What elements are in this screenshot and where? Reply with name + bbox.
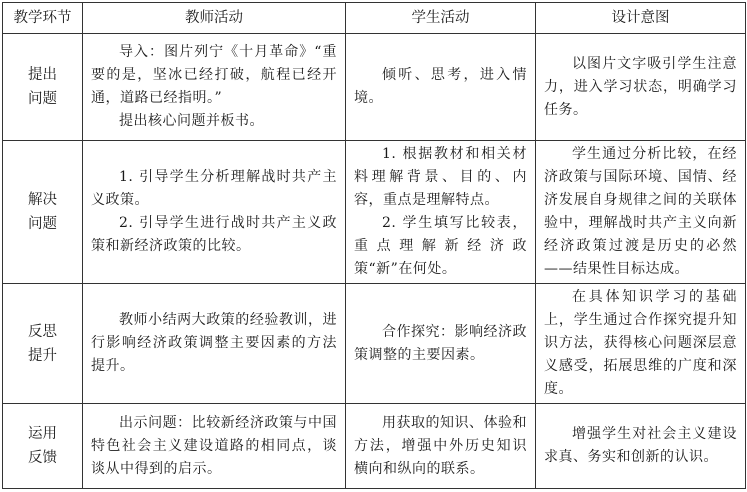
- lesson-plan: [2, 2, 746, 489]
- intent-cell: [536, 34, 746, 141]
- teacher-cell: [83, 141, 346, 284]
- header-stage: 教学环节: [3, 3, 83, 34]
- intent-cell: [536, 284, 746, 404]
- header-teacher: 教师活动: [83, 3, 346, 34]
- teacher-text: 提出核心问题并板书。: [119, 113, 264, 129]
- student-text: 合作探究：影响经济政策调整的主要因素。: [354, 323, 527, 363]
- intent-text: 以图片文字吸引学生注意力，进入学习状态，明确学习任务。: [544, 55, 737, 118]
- header-intent: 设计意图: [536, 3, 746, 34]
- teacher-cell: [83, 284, 346, 404]
- stage-label: 问题: [28, 91, 57, 107]
- student-cell: [346, 34, 536, 141]
- intent-text: 增强学生对社会主义建设求真、务实和创新的认识。: [544, 426, 737, 465]
- lesson-table: [2, 2, 746, 489]
- teacher-text: 2. 引导学生进行战时共产主义政策和新经济政策的比较。: [91, 215, 337, 254]
- student-text: 1. 根据教材和相关材料理解背景、目的、内容，重点是理解特点。: [354, 146, 527, 208]
- table-row: [3, 284, 746, 404]
- student-text: 2. 学生填写比较表，重点理解新经济政策“新”在何处。: [354, 215, 527, 277]
- stage-label: 提出: [28, 67, 57, 83]
- stage-label: 提升: [28, 347, 57, 364]
- stage-cell: [3, 141, 83, 284]
- teacher-cell: [83, 34, 346, 141]
- header-row: [3, 3, 746, 34]
- teacher-text: 导入：图片列宁《十月革命》“重要的是，坚冰已经打破，航程已经开通，道路已经指明。”: [91, 44, 337, 106]
- stage-label: 反馈: [28, 450, 57, 466]
- stage-cell: [3, 34, 83, 141]
- intent-cell: [536, 141, 746, 284]
- student-cell: [346, 404, 536, 489]
- student-cell: [346, 141, 536, 284]
- student-cell: [346, 284, 536, 404]
- stage-cell: [3, 284, 83, 404]
- intent-text: 在具体知识学习的基础上，学生通过合作探究提升知识方法，获得核心问题深层意义感受，拓展思维的广度和深度。: [544, 289, 737, 397]
- teacher-text: 出示问题：比较新经济政策与中国特色社会主义建设道路的相同点，谈谈从中得到的启示。: [91, 414, 337, 477]
- intent-text: 学生通过分析比较，在经济政策与国际环境、国情、经济发展自身规律之间的关联体验中，理解战时共产主义向新经济政策过渡是历史的必然——结果性目标达成。: [544, 146, 737, 277]
- stage-label: 反思: [28, 323, 57, 340]
- teacher-cell: [83, 404, 346, 489]
- header-student: 学生活动: [346, 3, 536, 34]
- teacher-text: 1. 引导学生分析理解战时共产主义政策。: [91, 169, 337, 208]
- table-row: [3, 34, 746, 141]
- intent-cell: [536, 404, 746, 489]
- student-text: 倾听、思考，进入情境。: [354, 67, 527, 106]
- stage-label: 运用: [28, 426, 57, 442]
- teacher-text: 教师小结两大政策的经验教训，进行影响经济政策调整主要因素的方法提升。: [91, 312, 337, 374]
- table-row: [3, 141, 746, 284]
- table-row: [3, 404, 746, 489]
- student-text: 用获取的知识、体验和方法，增强中外历史知识横向和纵向的联系。: [354, 414, 527, 477]
- stage-label: 解决: [28, 192, 57, 208]
- stage-label: 问题: [28, 216, 57, 232]
- stage-cell: [3, 404, 83, 489]
